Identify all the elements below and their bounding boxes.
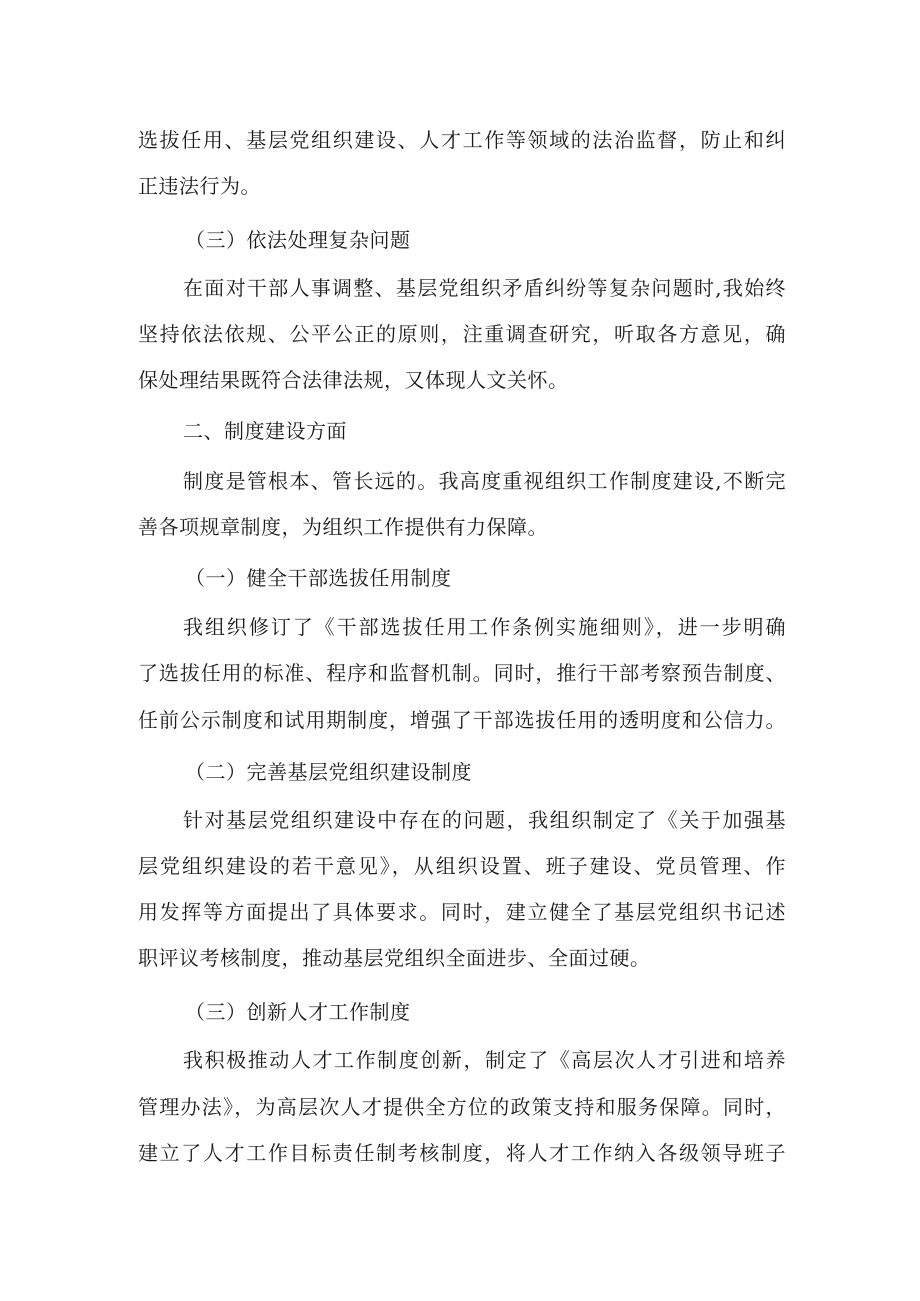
section-heading: （二）完善基层党组织建设制度 — [185, 760, 472, 784]
body-line: 针对基层党组织建设中存在的问题，我组织制定了《关于加强基 — [183, 808, 786, 832]
section-heading: （三）创新人才工作制度 — [185, 1000, 411, 1024]
body-line: 建立了人才工作目标责任制考核制度，将人才工作纳入各级领导班子 — [138, 1141, 786, 1165]
body-line: 我组织修订了《干部选拔任用工作条例实施细则》，进一步明确 — [183, 615, 786, 639]
body-line: 任前公示制度和试用期制度，增强了干部选拔任用的透明度和公信力。 — [138, 708, 786, 732]
section-heading: （一）健全干部选拔任用制度 — [185, 566, 452, 590]
body-line: 正违法行为。 — [138, 174, 261, 198]
section-heading: 二、制度建设方面 — [183, 419, 347, 443]
body-line: 职评议考核制度，推动基层党组织全面进步、全面过硬。 — [138, 946, 651, 970]
body-line: 层党组织建设的若干意见》，从组织设置、班子建设、党员管理、作 — [138, 854, 786, 878]
body-line: 了选拔任用的标准、程序和监督机制。同时，推行干部考察预告制度、 — [138, 661, 786, 685]
body-line: 我积极推动人才工作制度创新，制定了《高层次人才引进和培养 — [183, 1048, 786, 1072]
body-line: 管理办法》，为高层次人才提供全方位的政策支持和服务保障。同时， — [138, 1095, 786, 1119]
body-line: 制度是管根本、管长远的。我高度重视组织工作制度建设,不断完 — [183, 469, 786, 493]
body-line: 在面对干部人事调整、基层党组织矛盾纠纷等复杂问题时,我始终 — [183, 276, 786, 300]
section-heading: （三）依法处理复杂问题 — [185, 228, 411, 252]
body-line: 坚持依法依规、公平公正的原则，注重调查研究，听取各方意见，确 — [138, 322, 786, 346]
body-line: 选拔任用、基层党组织建设、人才工作等领域的法治监督，防止和纠 — [138, 128, 786, 152]
body-line: 用发挥等方面提出了具体要求。同时，建立健全了基层党组织书记述 — [138, 900, 786, 924]
body-line: 保处理结果既符合法律法规，又体现人文关怀。 — [138, 368, 569, 392]
body-line: 善各项规章制度，为组织工作提供有力保障。 — [138, 515, 548, 539]
